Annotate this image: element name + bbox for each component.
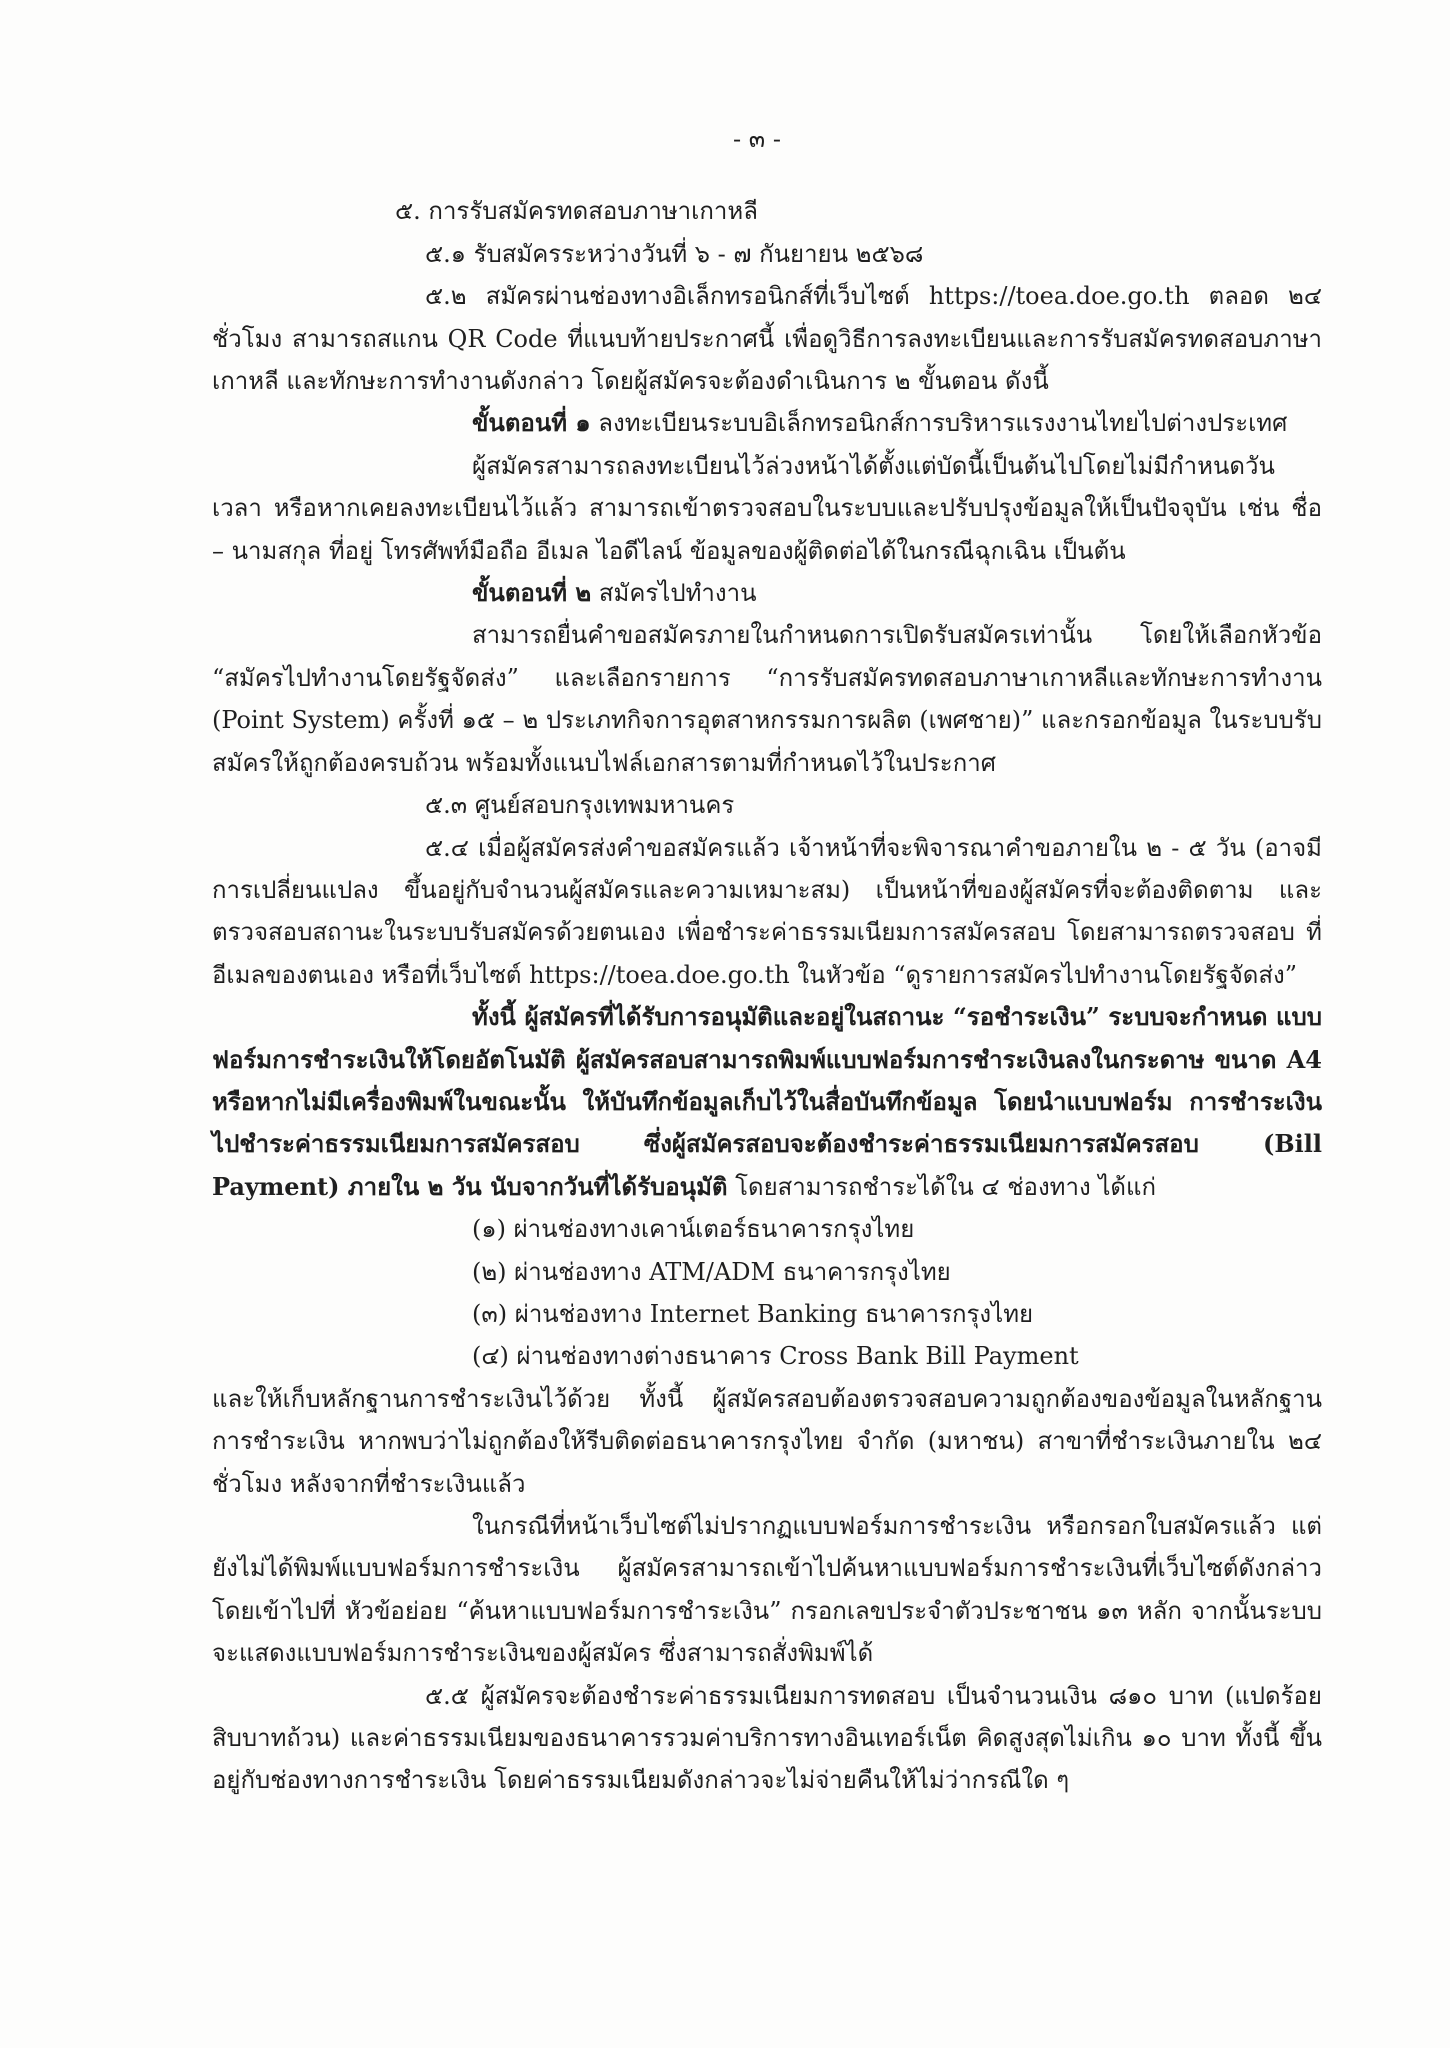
item-5-2: ๕.๒ สมัครผ่านช่องทางอิเล็กทรอนิกส์ที่เว็บไซต์ https://toea.doe.go.th ตลอด ๒๔ ชั่วโมง สามารถสแกน QR Code ที่แนบท้ายประกาศนี้ เพื่อดูวิธีการลงทะเบียนและการรับสมัครทดสอบภาษาเกาหลี และทักษะการทำงานดังกล่าว โดยผู้สมัครจะต้องดำเนินการ ๒ ขั้นตอน ดังนี้	[212, 282, 1322, 396]
section-title: ๕. การรับสมัครทดสอบภาษาเกาหลี	[395, 197, 758, 226]
step-2-heading	[212, 572, 1322, 614]
payment-notice	[212, 996, 1322, 1208]
step-2-detail: สามารถยื่นคำขอสมัครภายในกำหนดการเปิดรับสมัครเท่านั้น โดยให้เลือกหัวข้อ “สมัครไปทำงานโดยรัฐจัดส่ง” และเลือกรายการ “การรับสมัครทดสอบภาษาเกาหลีและทักษะการทำงาน (Point System) ครั้งที่ ๑๕ – ๒ ประเภทกิจการอุตสาหกรรมการผลิต (เพศชาย)” และกรอกข้อมูล ในระบบรับสมัครให้ถูกต้องครบถ้วน พร้อมทั้งแนบไฟล์เอกสารตามที่กำหนดไว้ในประกาศ	[212, 621, 1322, 777]
step-2-label: ขั้นตอนที่ ๒	[472, 578, 592, 608]
page-number: - ๓ -	[733, 125, 781, 153]
payment-notice-normal: โดยสามารถชำระได้ใน ๔ ช่องทาง ได้แก่	[727, 1172, 1156, 1201]
item-5-3: ๕.๓ ศูนย์สอบกรุงเทพมหานคร	[425, 791, 735, 820]
item-5-4: ๕.๔ เมื่อผู้สมัครส่งคำขอสมัครแล้ว เจ้าหน้าที่จะพิจารณาคำขอภายใน ๒ - ๕ วัน (อาจมีการเปลี่ยนแปลง ขึ้นอยู่กับจำนวนผู้สมัครและความเหมาะสม) เป็นหน้าที่ของผู้สมัครที่จะต้องติดตาม และตรวจสอบสถานะในระบบรับสมัครด้วยตนเอง เพื่อชำระค่าธรรมเนียมการสมัครสอบ โดยสามารถตรวจสอบ ที่อีเมลของตนเอง หรือที่เว็บไซต์ https://toea.doe.go.th ในหัวข้อ “ดูรายการสมัครไปทำงานโดยรัฐจัดส่ง”	[212, 833, 1322, 989]
payment-channel-4: (๔) ผ่านช่องทางต่างธนาคาร Cross Bank Bill Payment	[472, 1342, 1079, 1371]
step-1-detail: ผู้สมัครสามารถลงทะเบียนไว้ล่วงหน้าได้ตั้งแต่บัดนี้เป็นต้นไปโดยไม่มีกำหนดวันเวลา หรือหากเคยลงทะเบียนไว้แล้ว สามารถเข้าตรวจสอบในระบบและปรับปรุงข้อมูลให้เป็นปัจจุบัน เช่น ชื่อ – นามสกุล ที่อยู่ โทรศัพท์มือถือ อีเมล ไอดีไลน์ ข้อมูลของผู้ติดต่อได้ในกรณีฉุกเฉิน เป็นต้น	[212, 451, 1322, 565]
payment-channel-3: (๓) ผ่านช่องทาง Internet Banking ธนาคารกรุงไทย	[472, 1299, 1034, 1328]
payment-channel-2: (๒) ผ่านช่องทาง ATM/ADM ธนาคารกรุงไทย	[472, 1257, 951, 1286]
payment-notice-bold: ทั้งนี้ ผู้สมัครที่ได้รับการอนุมัติและอยู่ในสถานะ “รอชำระเงิน” ระบบจะกำหนด แบบฟอร์มการชำระเงินให้โดยอัตโนมัติ ผู้สมัครสอบสามารถพิมพ์แบบฟอร์มการชำระเงินลงในกระดาษ ขนาด A4 หรือหากไม่มีเครื่องพิมพ์ในขณะนั้น ให้บันทึกข้อมูลเก็บไว้ในสื่อบันทึกข้อมูล โดยนำแบบฟอร์ม การชำระเงินไปชำระค่าธรรมเนียมการสมัครสอบ ซึ่งผู้สมัครสอบจะต้องชำระค่าธรรมเนียมการสมัครสอบ (Bill Payment) ภายใน ๒ วัน นับจากวันที่ได้รับอนุมัติ	[212, 1002, 1322, 1201]
step-1-heading	[212, 402, 1322, 444]
payment-channel-1: (๑) ผ่านช่องทางเคาน์เตอร์ธนาคารกรุงไทย	[472, 1215, 915, 1244]
step-1-label: ขั้นตอนที่ ๑	[472, 408, 591, 438]
item-5-1: ๕.๑ รับสมัครระหว่างวันที่ ๖ - ๗ กันยายน ๒๕๖๘	[425, 239, 924, 268]
payment-evidence: และให้เก็บหลักฐานการชำระเงินไว้ด้วย ทั้งนี้ ผู้สมัครสอบต้องตรวจสอบความถูกต้องของข้อมูลในหลักฐาน การชำระเงิน หากพบว่าไม่ถูกต้องให้รีบติดต่อธนาคารกรุงไทย จำกัด (มหาชน) สาขาที่ชำระเงินภายใน ๒๔ ชั่วโมง หลังจากที่ชำระเงินแล้ว	[212, 1384, 1322, 1498]
step-2-text: สมัครไปทำงาน	[598, 579, 757, 608]
step-1-text: ลงทะเบียนระบบอิเล็กทรอนิกส์การบริหารแรงงานไทยไปต่างประเทศ	[598, 409, 1288, 438]
item-5-5: ๕.๕ ผู้สมัครจะต้องชำระค่าธรรมเนียมการทดสอบ เป็นจำนวนเงิน ๘๑๐ บาท (แปดร้อย สิบบาทถ้วน) และค่าธรรมเนียมของธนาคารรวมค่าบริการทางอินเทอร์เน็ต คิดสูงสุดไม่เกิน ๑๐ บาท ทั้งนี้ ขึ้นอยู่กับช่องทางการชำระเงิน โดยค่าธรรมเนียมดังกล่าวจะไม่จ่ายคืนให้ไม่ว่ากรณีใด ๆ	[212, 1681, 1322, 1795]
no-form-instructions: ในกรณีที่หน้าเว็บไซต์ไม่ปรากฏแบบฟอร์มการชำระเงิน หรือกรอกใบสมัครแล้ว แต่ยังไม่ได้พิมพ์แบบฟอร์มการชำระเงิน ผู้สมัครสามารถเข้าไปค้นหาแบบฟอร์มการชำระเงินที่เว็บไซต์ดังกล่าว โดยเข้าไปที่ หัวข้อย่อย “ค้นหาแบบฟอร์มการชำระเงิน” กรอกเลขประจำตัวประชาชน ๑๓ หลัก จากนั้นระบบ จะแสดงแบบฟอร์มการชำระเงินของผู้สมัคร ซึ่งสามารถสั่งพิมพ์ได้	[212, 1512, 1322, 1668]
